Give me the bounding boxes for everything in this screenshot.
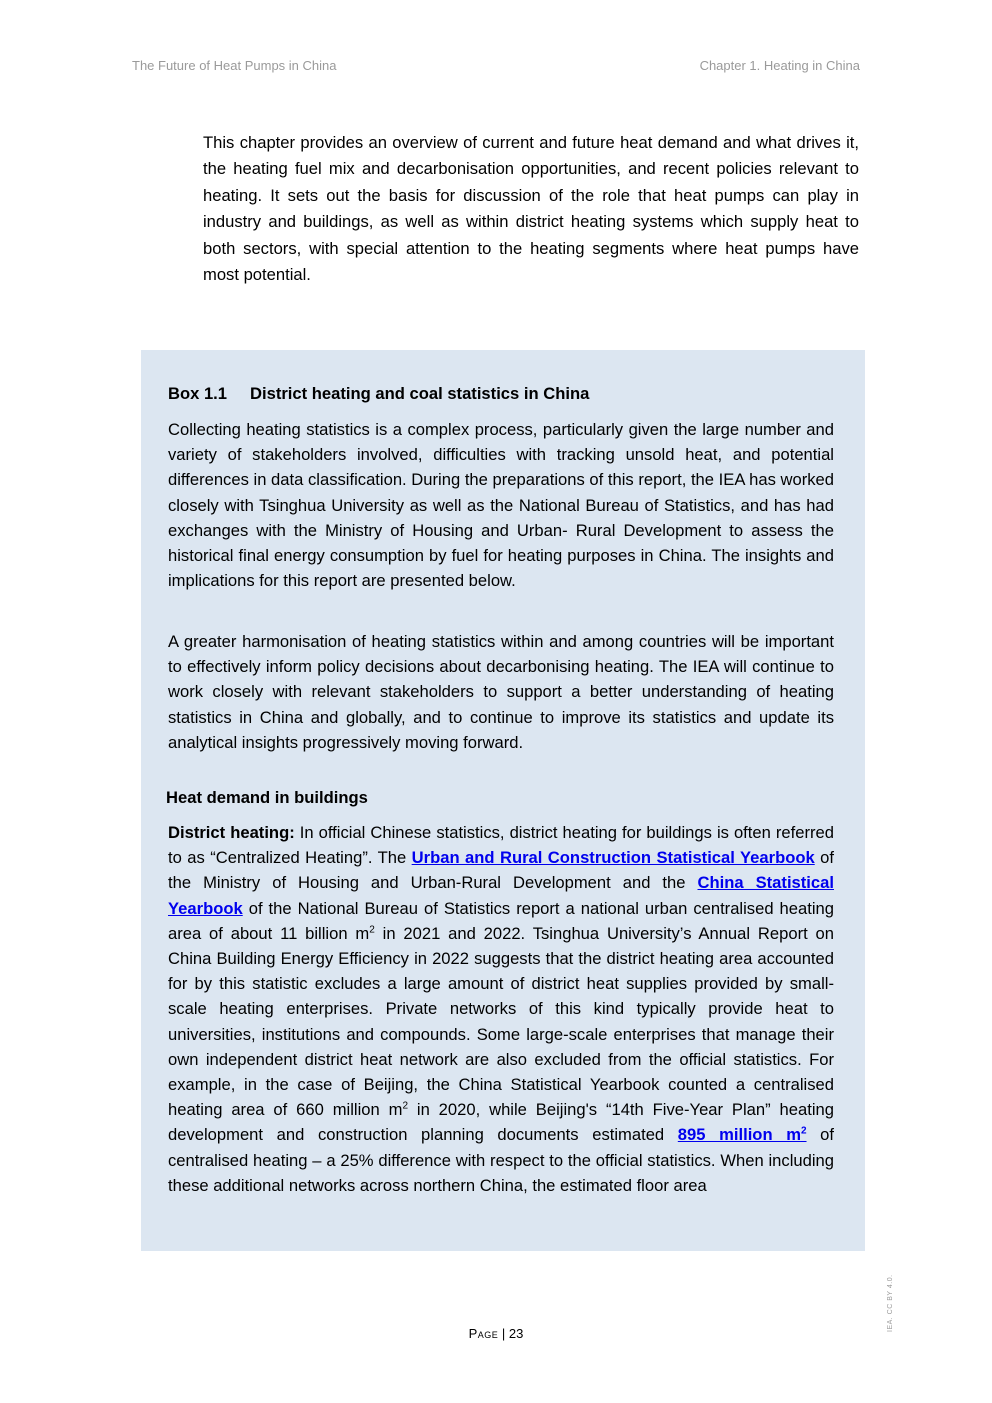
license-notice: IEA. CC BY 4.0. (887, 1274, 894, 1332)
box-title-text: District heating and coal statistics in China (250, 384, 590, 403)
running-header-title: The Future of Heat Pumps in China (132, 58, 337, 73)
text-run: in 2021 and 2022. Tsinghua University’s Annual Report on China Building Energy Efficiency in 2022 suggests that the district heating area accounted for by this statistic excludes a large amount of district heat supplies provided by small-scale heating enterprises. Private networks of this kind typically provide heat to universities, institutions and compounds. Some large-scale enterprises that manage their own independent district heat network are also excluded from the official statistics. For example, in the case of Beijing, the China Statistical Yearbook counted a centralised heating area of 660 million m (168, 923, 835, 1120)
link-895-million[interactable] (678, 1125, 807, 1144)
paragraph-lead: District heating: (168, 823, 295, 842)
superscript: 2 (800, 1125, 807, 1137)
chapter-intro: This chapter provides an overview of current and future heat demand and what drives it, the heating fuel mix and decarbonisation opportunities, and recent policies relevant to heating. It sets out the basis for discussion of the role that heat pumps can play in industry and buildings, as well as within district heating systems which supply heat to both sectors, with special attention to the heating segments where heat pumps have most potential. (203, 133, 859, 285)
district-heating-paragraph (168, 820, 834, 1198)
link-text: 895 million m (677, 1125, 801, 1145)
info-box (141, 350, 865, 1251)
text-run: in 2020, while Beijing's “14th Five-Year Plan” heating development and construction planning documents estimated (168, 1100, 834, 1145)
text-run: of centralised heating – a 25% difference with respect to the official statistics. When including these additional networks across northern China, the estimated floor area (168, 1125, 834, 1195)
box-paragraph-2: A greater harmonisation of heating statistics within and among countries will be important to effectively inform policy decisions about decarbonising heating. The IEA will continue to work closely with relevant stakeholders to support a better understanding of heating statistics in China and globally, and to continue to improve its statistics and update its analytical insights progressively moving forward. (168, 632, 834, 752)
text-run: of the National Bureau of Statistics report a national urban centralised heating area of about 11 billion m (168, 898, 834, 943)
link-urban-rural-yearbook[interactable]: Urban and Rural Construction Statistical Yearbook (411, 848, 815, 868)
text-run: In official Chinese statistics, district heating for buildings is often referred to as “Centralized Heating”. The (168, 823, 834, 868)
box-number: Box 1.1 (168, 384, 228, 403)
superscript: 2 (369, 924, 375, 936)
page-number-value: 23 (508, 1326, 524, 1341)
page-word: Page (468, 1326, 499, 1341)
section-subheading: Heat demand in buildings (166, 788, 368, 807)
running-header-chapter: Chapter 1. Heating in China (699, 58, 860, 73)
link-china-statistical-yearbook[interactable]: China Statistical Yearbook (168, 873, 834, 918)
page-separator: | (498, 1326, 509, 1341)
box-paragraph-1: Collecting heating statistics is a complex process, particularly given the large number and variety of stakeholders involved, difficulties with tracking unsold heat, and potential differences in data classification. During the preparations of this report, the IEA has worked closely with Tsinghua University as well as the National Bureau of Statistics, and has had exchanges with the Ministry of Housing and Urban- Rural Development to assess the historical final energy consumption by fuel for heating purposes in China. The insights and implications for this report are presented below. (168, 420, 834, 591)
page-number (0, 1326, 992, 1341)
box-title (168, 384, 589, 404)
superscript: 2 (402, 1100, 408, 1112)
text-run: of the Ministry of Housing and Urban-Rural Development and the (168, 848, 835, 893)
